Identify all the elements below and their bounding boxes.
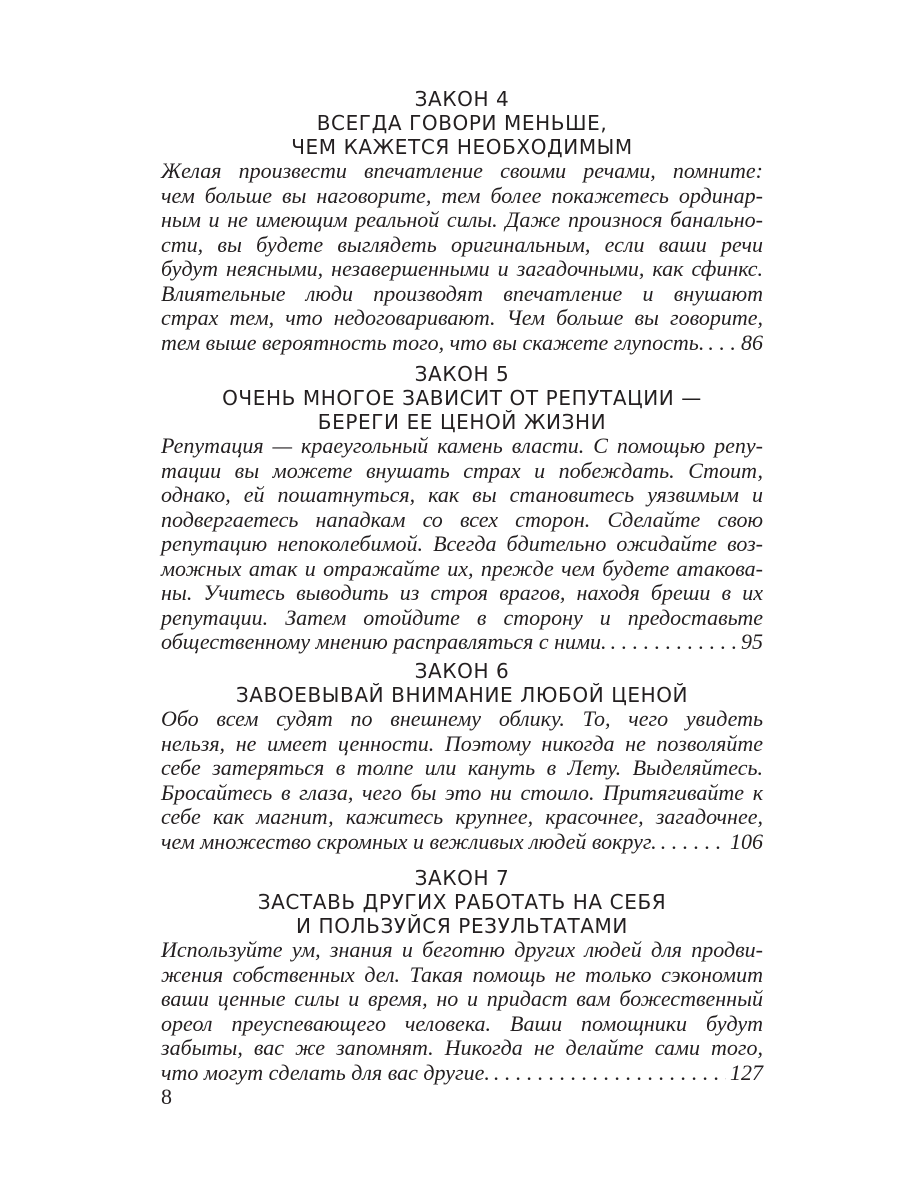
body-line: ваши ценные силы и время, но и придаст вам божественный: [161, 986, 763, 1011]
law-description: [161, 159, 763, 355]
law-number: ЗАКОН 6: [414, 659, 510, 683]
body-line: Обо всем судят по внешнему облику. То, чего увидеть: [161, 706, 763, 731]
body-line: себе как магнит, кажитесь крупнее, красочнее, загадочнее,: [161, 804, 763, 829]
body-line: сти, вы будете выглядеть оригинальным, если ваши речи: [161, 231, 763, 257]
law-title-line: ЗАСТАВЬ ДРУГИХ РАБОТАТЬ НА СЕБЯ: [257, 890, 667, 914]
toc-entry-line: [161, 331, 763, 356]
body-line: подвергаетесь нападкам со всех сторон. Сделайте свою: [161, 506, 763, 532]
dot-leader: [708, 331, 737, 356]
body-line: ореол преуспевающего человека. Ваши помощники будут: [161, 1010, 763, 1036]
law-4-section: [161, 87, 763, 355]
law-description: [161, 434, 763, 655]
law-number: ЗАКОН 4: [414, 87, 510, 111]
body-line: забыты, вас же запомнят. Никогда не делайте сами того,: [161, 1035, 763, 1060]
body-line: ным и не имеющим реальной силы. Даже произнося банально-: [161, 207, 763, 232]
body-line: что могут сделать для вас другие.: [161, 1059, 490, 1085]
toc-entry-line: [161, 630, 763, 655]
body-line: ны. Учитесь выводить из строя врагов, находя бреши в их: [161, 580, 763, 605]
body-line: чем множество скромных и вежливых людей вокруг.: [161, 828, 657, 854]
law-title-line: ОЧЕНЬ МНОГОЕ ЗАВИСИТ ОТ РЕПУТАЦИИ —: [222, 386, 702, 410]
page-reference: 127: [730, 1059, 763, 1085]
law-5-section: [161, 362, 763, 655]
law-7-section: [161, 866, 763, 1085]
body-line: нельзя, не имеет ценности. Поэтому никогда не позволяйте: [161, 730, 763, 756]
dot-leader: [661, 830, 726, 855]
body-line: страх тем, что недоговаривают. Чем больше вы говорите,: [161, 305, 763, 330]
law-title-line: ЧЕМ КАЖЕТСЯ НЕОБХОДИМЫМ: [291, 135, 633, 159]
body-line: чем больше вы наговорите, тем более покажетесь ординар-: [161, 182, 763, 208]
dot-leader: [611, 630, 737, 655]
law-title-line: ЗАВОЕВЫВАЙ ВНИМАНИЕ ЛЮБОЙ ЦЕНОЙ: [235, 683, 689, 707]
body-line: себе затеряться в толпе или кануть в Лету. Выделяйтесь.: [161, 755, 763, 780]
law-title-line: ВСЕГДА ГОВОРИ МЕНЬШЕ,: [316, 111, 608, 135]
body-line: тации вы можете внушать страх и побеждать. Стоит,: [161, 457, 763, 483]
body-line: будут неясными, незавершенными и загадочными, как сфинкс.: [161, 256, 763, 281]
page-reference: 106: [730, 828, 763, 854]
law-6-section: [161, 659, 763, 854]
law-number: ЗАКОН 5: [414, 362, 510, 386]
body-line: можных атак и отражайте их, прежде чем будете атакова-: [161, 555, 763, 581]
law-title-line: БЕРЕГИ ЕЕ ЦЕНОЙ ЖИЗНИ: [317, 410, 607, 434]
page-reference: 95: [741, 629, 763, 654]
dot-leader: [494, 1061, 726, 1086]
toc-entry-line: [161, 1061, 763, 1086]
toc-entry-line: [161, 830, 763, 855]
law-number: ЗАКОН 7: [414, 866, 510, 890]
body-line: Бросайтесь в глаза, чего бы это ни стоило. Притягивайте к: [161, 779, 763, 805]
body-line: тем выше вероятность того, что вы скажете глупость.: [161, 329, 705, 355]
body-line: общественному мнению расправляться с ними.: [161, 629, 607, 654]
body-line: жения собственных дел. Такая помощь не только сэкономит: [161, 961, 763, 987]
body-line: репутации. Затем отойдите в сторону и предоставьте: [161, 604, 763, 630]
body-line: однако, ей пошатнуться, как вы становитесь уязвимым и: [161, 482, 763, 507]
body-line: Влиятельные люди производят впечатление и внушают: [161, 280, 763, 306]
body-line: репутацию непоколебимой. Всегда бдительно ожидайте воз-: [161, 531, 763, 556]
law-title-line: И ПОЛЬЗУЙСЯ РЕЗУЛЬТАТАМИ: [296, 914, 628, 938]
law-description: [161, 707, 763, 854]
law-description: [161, 938, 763, 1085]
body-line: Репутация — краеугольный камень власти. С помощью репу-: [161, 433, 763, 458]
page-number: 8: [161, 1084, 172, 1109]
body-line: Желая произвести впечатление своими речами, помните:: [161, 158, 763, 183]
body-line: Используйте ум, знания и беготню других людей для продви-: [161, 937, 763, 962]
page-reference: 86: [741, 329, 763, 355]
